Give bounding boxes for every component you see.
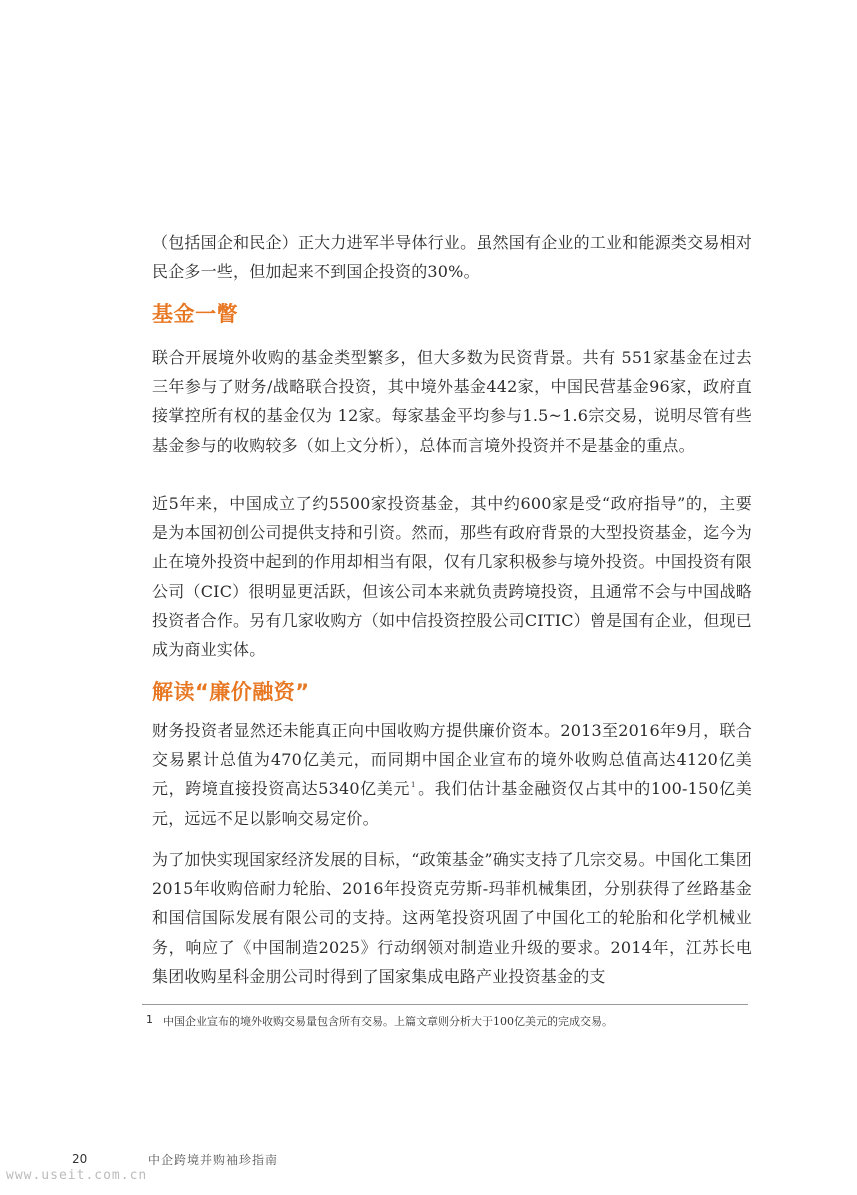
running-title: 中企跨境并购袖珍指南 — [148, 1153, 279, 1167]
intro-paragraph: （包括国企和民企）正大力进军半导体行业。虽然国有企业的工业和能源类交易相对民企多一些，但加起来不到国企投资的30%。 — [152, 233, 752, 282]
footnote-reference[interactable]: 1 — [411, 781, 416, 790]
section-heading-funds: 基金一瞥 — [152, 302, 238, 326]
funds-paragraph-1: 联合开展境外收购的基金类型繁多，但大多数为民资背景。共有 551家基金在过去三年参与了财务/战略联合投资，其中境外基金442家，中国民营基金96家，政府直接掌控所有权的基金仅为 12家。每家基金平均参与1.5~1.6宗交易，说明尽管有些基金参与的收购较多（如上文分析），总体而言境外投资并不是基金的重点。 — [152, 348, 752, 455]
financing-paragraph-2: 为了加快实现国家经济发展的目标，“政策基金”确实支持了几宗交易。中国化工集团2015年收购倍耐力轮胎、2016年投资克劳斯-玛菲机械集团，分别获得了丝路基金和国信国际发展有限公司的支持。这两笔投资巩固了中国化工的轮胎和化学机械业务，响应了《中国制造2025》行动纲领对制造业升级的要求。2014年，江苏长电集团收购星科金朋公司时得到了国家集成电路产业投资基金的支 — [152, 850, 752, 986]
section-heading-cheap-financing: 解读“廉价融资” — [152, 680, 310, 704]
funds-paragraph-2: 近5年来，中国成立了约5500家投资基金，其中约600家是受“政府指导”的，主要是为本国初创公司提供支持和引资。然而，那些有政府背景的大型投资基金，迄今为止在境外投资中起到的作用却相当有限，仅有几家积极参与境外投资。中国投资有限公司（CIC）很明显更活跃，但该公司本来就负责跨境投资，且通常不会与中国战略投资者合作。另有几家收购方（如中信投资控股公司CITIC）曾是国有企业，但现已成为商业实体。 — [152, 494, 752, 660]
financing-paragraph-1 — [152, 716, 752, 833]
watermark: www.useit.com.cn — [6, 1168, 148, 1183]
footnote-divider — [142, 1004, 748, 1005]
page-number: 20 — [72, 1152, 88, 1166]
footnote-number: 1 — [146, 1013, 153, 1026]
footnote-text: 中国企业宣布的境外收购交易量包含所有交易。上篇文章则分析大于100亿美元的完成交易。 — [163, 1015, 613, 1028]
financing-paragraph-1-text-a: 财务投资者显然还未能真正向中国收购方提供廉价资本。2013至2016年9月，联合交易累计总值为470亿美元，而同期中国企业宣布的境外收购总值高达4120亿美元，跨境直接投资高达5340亿美元 — [152, 721, 752, 799]
financing-paragraph-1-text-b: 。我们估计基金融资仅占其中的100-150亿美元，远远不足以影响交易定价。 — [152, 779, 752, 828]
